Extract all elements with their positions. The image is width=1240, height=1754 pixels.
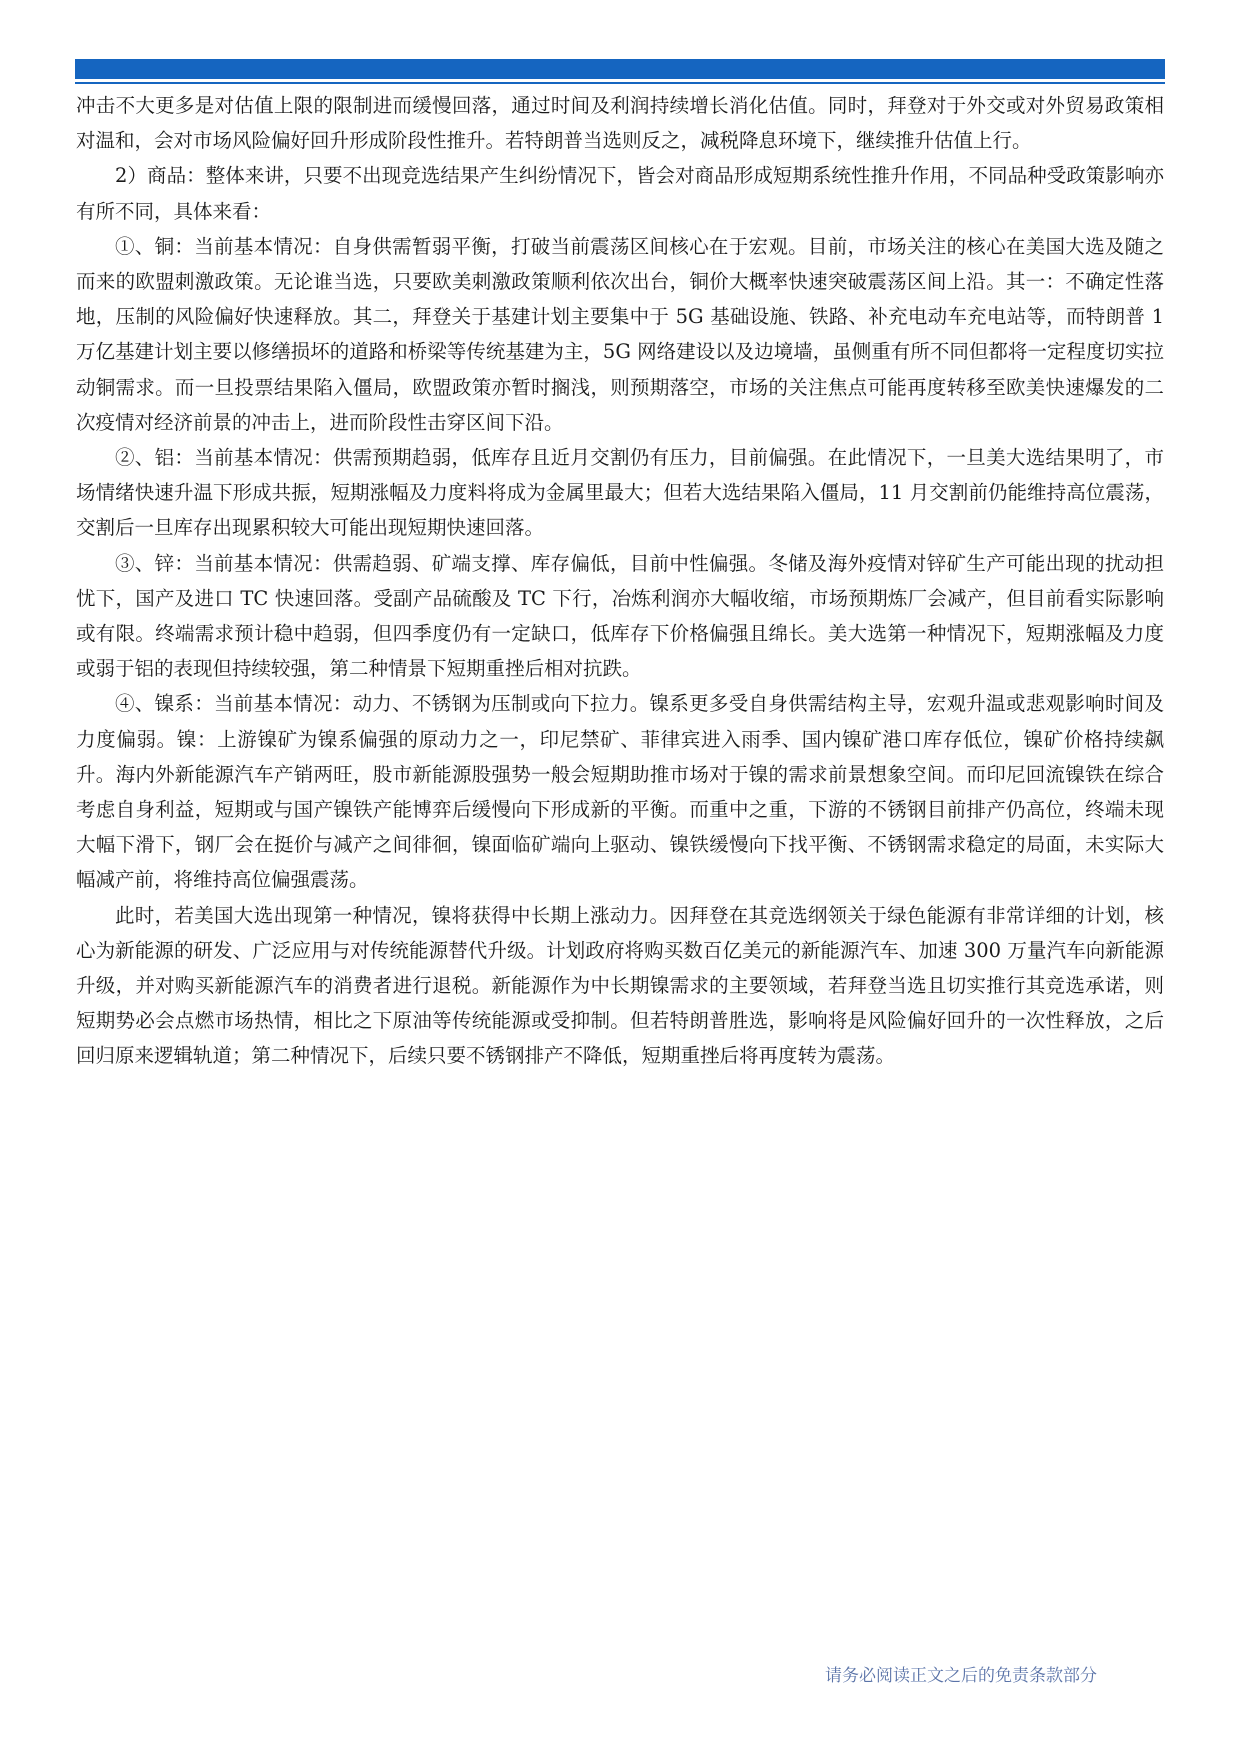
document-body [76, 88, 1164, 1074]
paragraph-equity-continued: 冲击不大更多是对估值上限的限制进而缓慢回落，通过时间及利润持续增长消化估值。同时，拜登对于外交或对外贸易政策相对温和，会对市场风险偏好回升形成阶段性推升。若特朗普当选则反之，减税降息环境下，继续推升估值上行。 [76, 94, 1164, 153]
paragraph-nickel: ④、镍系：当前基本情况：动力、不锈钢为压制或向下拉力。镍系更多受自身供需结构主导，宏观升温或悲观影响时间及力度偏弱。镍：上游镍矿为镍系偏强的原动力之一，印尼禁矿、菲律宾进入雨季、国内镍矿港口库存低位，镍矿价格持续飙升。海内外新能源汽车产销两旺，股市新能源股强势一般会短期助推市场对于镍的需求前景想象空间。而印尼回流镍铁在综合考虑自身利益，短期或与国产镍铁产能博弈后缓慢向下形成新的平衡。而重中之重，下游的不锈钢目前排产仍高位，终端未现大幅下滑下，钢厂会在挺价与减产之间徘徊，镍面临矿端向上驱动、镍铁缓慢向下找平衡、不锈钢需求稳定的局面，未实际大幅减产前，将维持高位偏强震荡。 [76, 692, 1164, 892]
footer-disclaimer: 请务必阅读正文之后的免责条款部分 [825, 1666, 1097, 1686]
paragraph-commodities-intro: 2）商品：整体来讲，只要不出现竞选结果产生纠纷情况下，皆会对商品形成短期系统性推升作用，不同品种受政策影响亦有所不同，具体来看： [76, 164, 1164, 223]
header-rule [75, 82, 1165, 84]
header-bar [75, 59, 1165, 79]
paragraph-aluminum: ②、铝：当前基本情况：供需预期趋弱，低库存且近月交割仍有压力，目前偏强。在此情况下，一旦美大选结果明了，市场情绪快速升温下形成共振，短期涨幅及力度料将成为金属里最大；但若大选结果陷入僵局，11 月交割前仍能维持高位震荡，交割后一旦库存出现累积较大可能出现短期快速回落。 [76, 446, 1164, 540]
paragraph-copper: ①、铜：当前基本情况：自身供需暂弱平衡，打破当前震荡区间核心在于宏观。目前，市场关注的核心在美国大选及随之而来的欧盟刺激政策。无论谁当选，只要欧美刺激政策顺利依次出台，铜价大概率快速突破震荡区间上沿。其一：不确定性落地，压制的风险偏好快速释放。其二，拜登关于基建计划主要集中于 5G 基础设施、铁路、补充电动车充电站等，而特朗普 1 万亿基建计划主要以修缮损坏的道路和桥梁等传统基建为主，5G 网络建设以及边境墙，虽侧重有所不同但都将一定程度切实拉动铜需求。而一旦投票结果陷入僵局，欧盟政策亦暂时搁浅，则预期落空，市场的关注焦点可能再度转移至欧美快速爆发的二次疫情对经济前景的冲击上，进而阶段性击穿区间下沿。 [76, 234, 1164, 434]
paragraph-zinc: ③、锌：当前基本情况：供需趋弱、矿端支撑、库存偏低，目前中性偏强。冬储及海外疫情对锌矿生产可能出现的扰动担忧下，国产及进口 TC 快速回落。受副产品硫酸及 TC 下行，冶炼利润亦大幅收缩，市场预期炼厂会减产，但目前看实际影响或有限。终端需求预计稳中趋弱，但四季度仍有一定缺口，低库存下价格偏强且绵长。美大选第一种情况下，短期涨幅及力度或弱于铝的表现但持续较强，第二种情景下短期重挫后相对抗跌。 [76, 551, 1164, 681]
paragraph-nickel-election: 此时，若美国大选出现第一种情况，镍将获得中长期上涨动力。因拜登在其竞选纲领关于绿色能源有非常详细的计划，核心为新能源的研发、广泛应用与对传统能源替代升级。计划政府将购买数百亿美元的新能源汽车、加速 300 万量汽车向新能源升级，并对购买新能源汽车的消费者进行退税。新能源作为中长期镍需求的主要领域，若拜登当选且切实推行其竞选承诺，则短期势必会点燃市场热情，相比之下原油等传统能源或受抑制。但若特朗普胜选，影响将是风险偏好回升的一次性释放，之后回归原来逻辑轨道；第二种情况下，后续只要不锈钢排产不降低，短期重挫后将再度转为震荡。 [76, 903, 1164, 1068]
